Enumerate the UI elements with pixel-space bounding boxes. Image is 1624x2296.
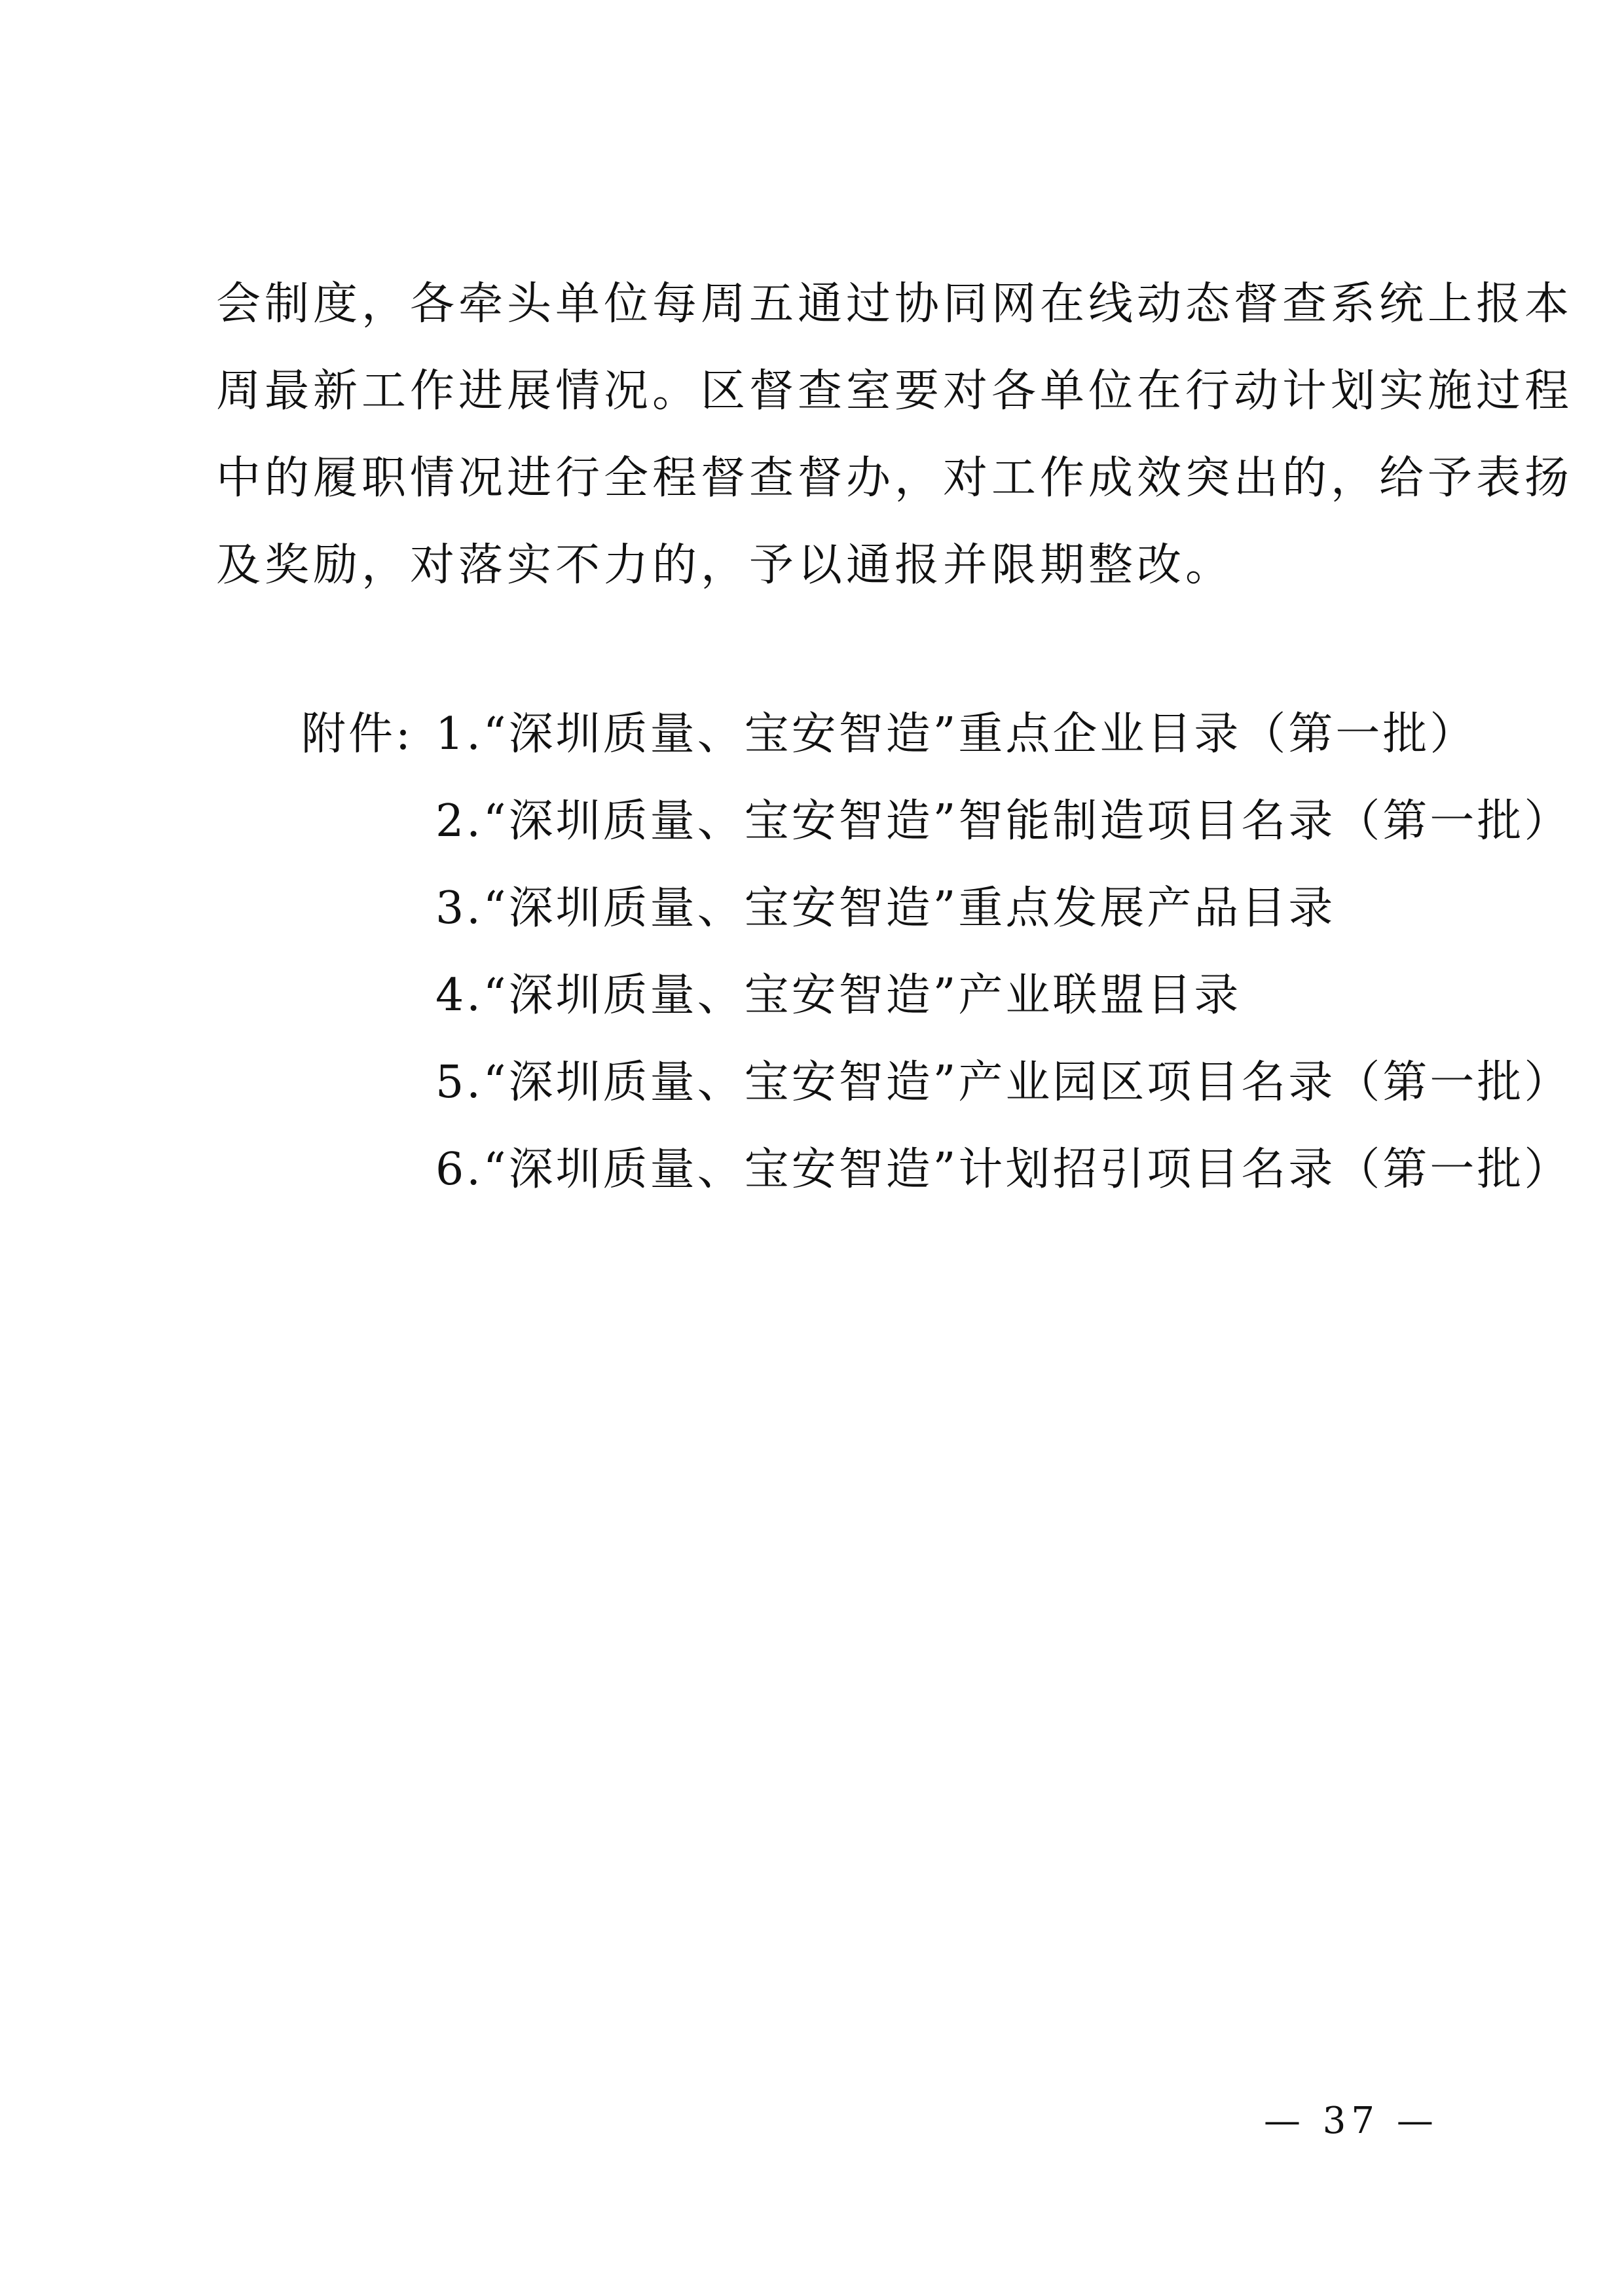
attachment-row (301, 952, 1480, 1039)
attachments-list (301, 691, 1572, 1213)
attachment-item: 3.“深圳质量、宝安智造”重点发展产品目录 (435, 883, 1336, 934)
body-line: 周最新工作进展情况。区督查室要对各单位在行动计划实施过程 (216, 365, 1574, 417)
attachment-item: 1.“深圳质量、宝安智造”重点企业目录（第一批） (435, 708, 1477, 760)
body-paragraph (216, 261, 1574, 609)
attachments-label: 附件: (301, 708, 413, 760)
attachment-row (301, 778, 1572, 865)
attachment-item: 5.“深圳质量、宝安智造”产业园区项目名录（第一批） (435, 1057, 1572, 1108)
body-line: 及奖励，对落实不力的，予以通报并限期整改。 (216, 539, 1234, 591)
attachment-item: 2.“深圳质量、宝安智造”智能制造项目名录（第一批） (435, 795, 1572, 847)
body-line: 中的履职情况进行全程督查督办，对工作成效突出的，给予表扬 (216, 452, 1574, 504)
page-number: — 37 — (1264, 2100, 1439, 2142)
body-line: 会制度，各牵头单位每周五通过协同网在线动态督查系统上报本 (216, 278, 1574, 330)
attachment-row (301, 691, 1480, 778)
attachment-row (301, 1126, 1572, 1213)
attachment-row (301, 865, 1480, 952)
attachment-row (301, 1039, 1572, 1126)
attachment-item: 4.“深圳质量、宝安智造”产业联盟目录 (435, 970, 1242, 1021)
attachment-item: 6.“深圳质量、宝安智造”计划招引项目名录（第一批） (435, 1144, 1572, 1195)
